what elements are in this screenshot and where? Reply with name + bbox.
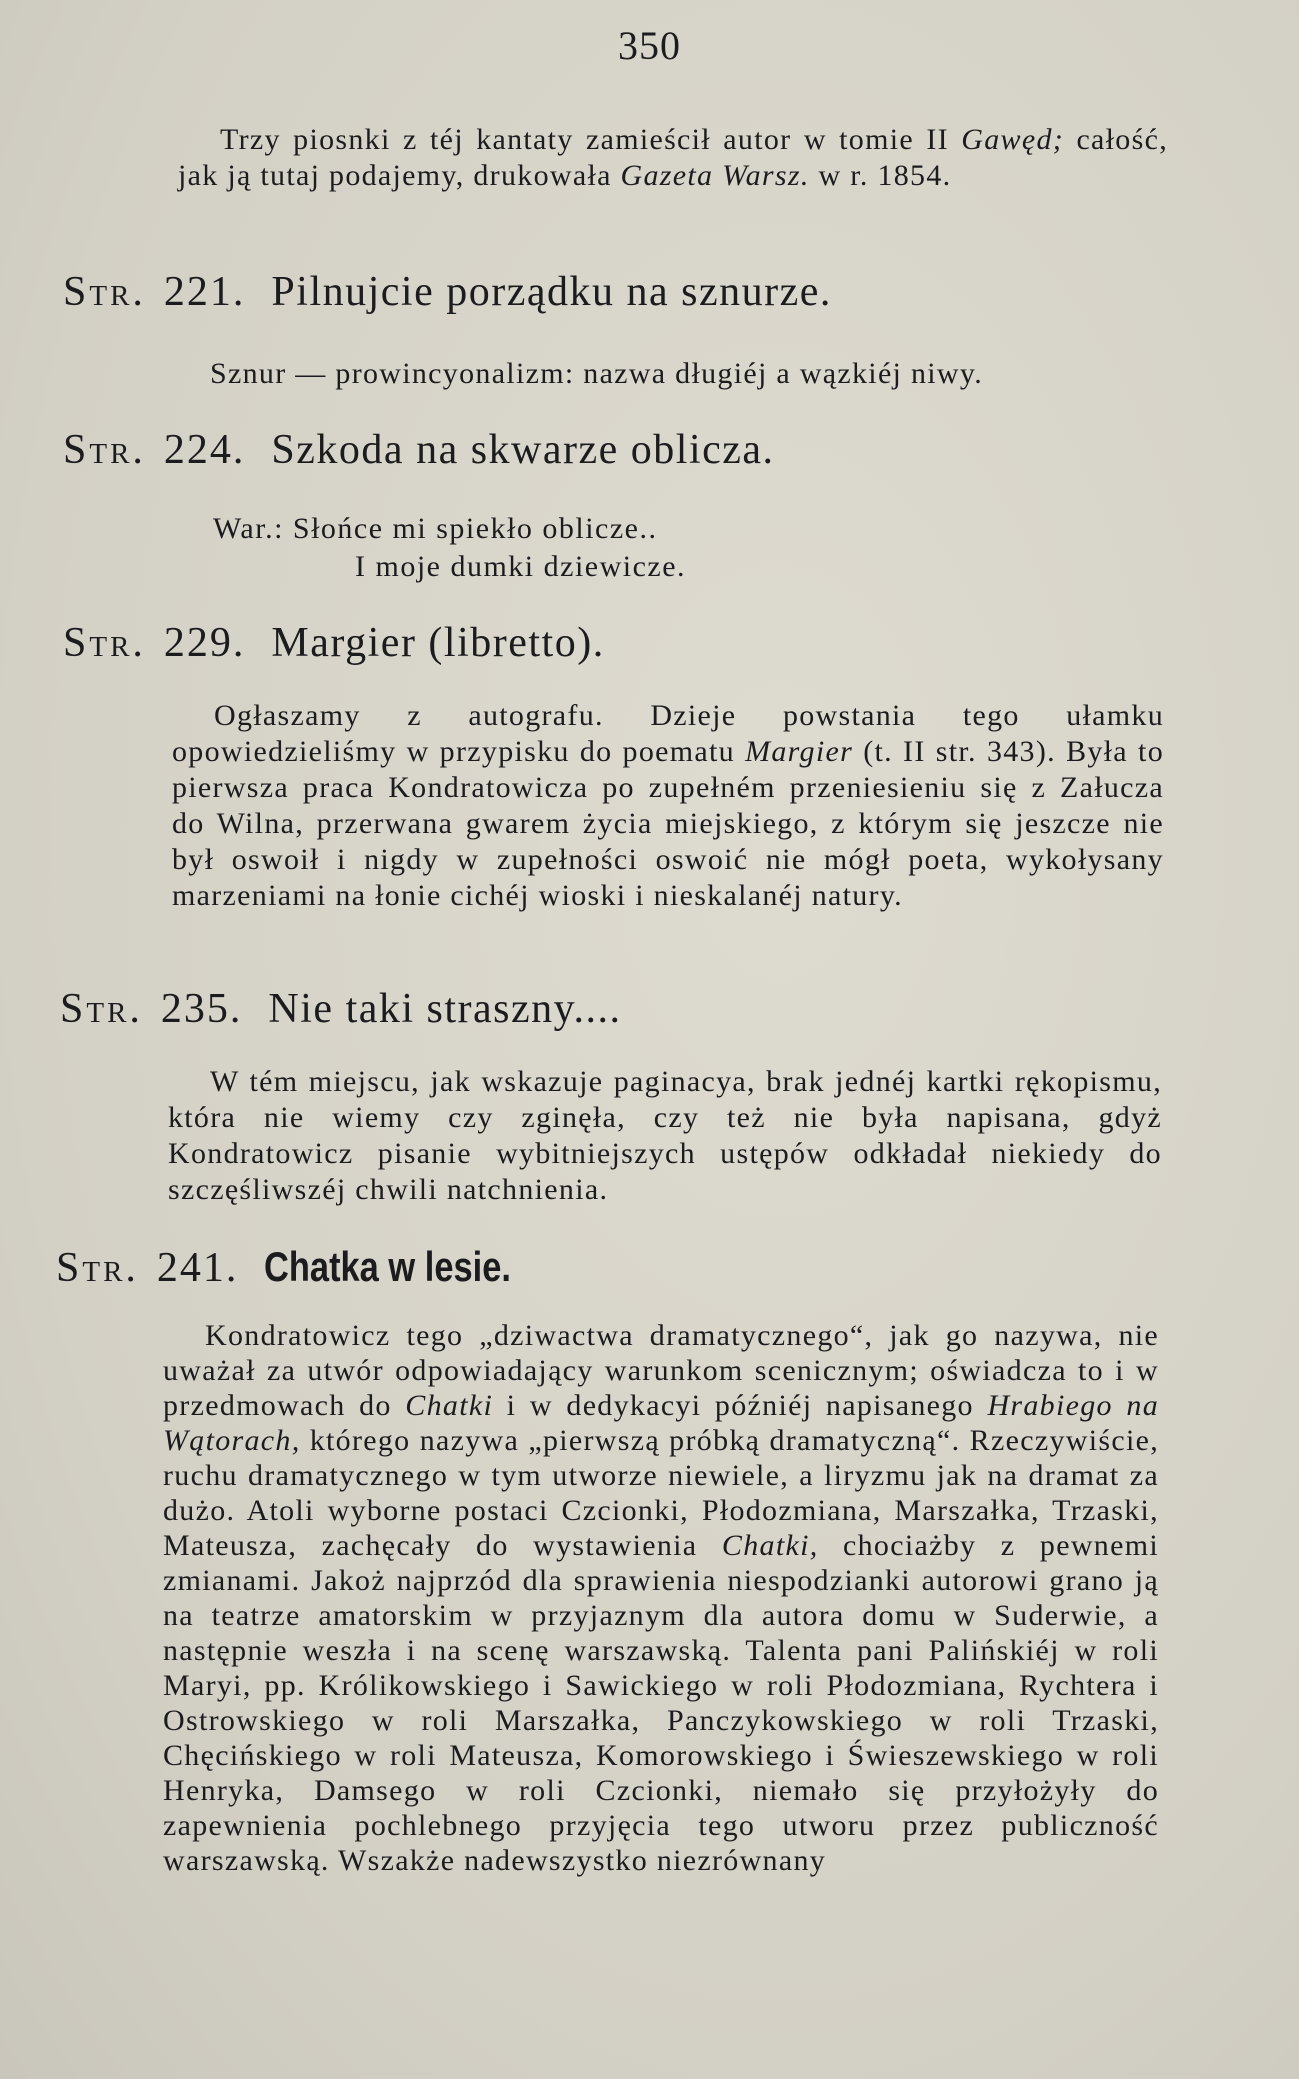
- section-number: 224.: [163, 427, 246, 473]
- section-label: Str.: [63, 269, 146, 315]
- section-label: Str.: [63, 427, 146, 473]
- note-221-text: Sznur — prowincyonalizm: nazwa długiéj a wązkiéj niwy.: [210, 357, 984, 390]
- note-224-line-2: I moje dumki dziewicze.: [355, 550, 687, 583]
- note-241-text-4: chociażby z pewnemi zmianami. Jakoż najprzód dla sprawienia niespodzianki autorowi grano ją na teatrze amatorskim w przyjaznym dla autora domu w Suderwie, a następnie weszła i na scenę warszawską. Talenta pani Palińskiéj w roli Maryi, pp. Królikowskiego i Sawickiego w roli Płodozmiana, Rychtera i Ostrowskiego w roli Marszałka, Panczykowskiego w roli Trzaski, Chęcińskiego w roli Mateusza, Komorowskiego i Świeszewskiego w roli Henryka, Damsego w roli Czcionki, niemało się przyłożyły do zapewnienia pochlebnego przyjęcia tego utworu przez publiczność warszawską. Wszakże nadewszystko niezrównany: [163, 1529, 1159, 1877]
- note-241: [163, 1318, 1159, 1878]
- note-229-italic-margier: Margier: [745, 735, 854, 768]
- note-241-italic-chatki-2: Chatki,: [721, 1529, 819, 1562]
- note-241-text-2: i w dedykacyi późniéj napisanego: [493, 1389, 988, 1422]
- section-label: Str.: [56, 1245, 139, 1291]
- note-235-text: W tém miejscu, jak wskazuje paginacya, brak jednéj kartki rękopismu, która nie wiemy czy zginęła, czy też nie była napisana, gdyż Kondratowicz pisanie wybitniejszych ustępów odkładał niekiedy do szczęśliwszéj chwili natchnienia.: [168, 1065, 1162, 1206]
- section-heading-229: [63, 619, 605, 667]
- section-title: Pilnujcie porządku na sznurze.: [271, 269, 832, 315]
- note-241-italic-hrabiego: Hrabiego na Wątorach,: [163, 1389, 1159, 1457]
- section-title: Margier (libretto).: [271, 620, 605, 666]
- intro-note: [178, 122, 1168, 194]
- section-label: Str.: [63, 620, 146, 666]
- section-number: 229.: [163, 620, 246, 666]
- section-heading-224: [63, 426, 775, 474]
- note-229-text: Ogłaszamy z autografu. Dzieje powstania tego ułamku opowiedzieliśmy w przypisku do poematu: [172, 699, 1164, 768]
- note-221: [210, 356, 1170, 392]
- section-heading-241: [56, 1243, 566, 1292]
- note-241-italic-chatki: Chatki: [405, 1389, 494, 1422]
- section-title: Chatka w lesie.: [264, 1243, 512, 1290]
- note-229-text-2: (t. II str. 343). Była to pierwsza praca Kondratowicza po zupełném przeniesieniu się z Załucza do Wilna, przerwana gwarem życia miejskiego, z którym się jeszcze nie był oswoił i nigdy w zupełności oswoić nie mógł poeta, wykołysany marzeniami na łonie cichéj wioski i nieskalanéj natury.: [172, 735, 1164, 912]
- intro-text-3: w r. 1854.: [809, 159, 952, 192]
- section-number: 235.: [160, 986, 243, 1032]
- intro-text: Trzy piosnki z téj kantaty zamieścił autor w tomie II: [220, 123, 962, 156]
- section-label: Str.: [60, 986, 143, 1032]
- intro-italic-gawed: Gawęd;: [961, 123, 1065, 156]
- intro-italic-gazeta: Gazeta Warsz.: [620, 159, 810, 192]
- note-241-text: Kondratowicz tego „dziwactwa dramatycznego“, jak go nazywa, nie uważał za utwór odpowiadający warunkom scenicznym; oświadcza to i w przedmowach do: [163, 1319, 1159, 1422]
- intro-text-2: całość, jak ją tutaj podajemy, drukowała: [178, 123, 1169, 192]
- note-241-text-3: którego nazywa „pierwszą próbką dramatyczną“. Rzeczywiście, ruchu dramatycznego w tym utworze niewiele, a liryzmu jak na dramat za dużo. Atoli wyborne postaci Czcionki, Płodozmiana, Marszałka, Trzaski, Mateusza, zachęcały do wystawienia: [163, 1424, 1159, 1562]
- section-title: Szkoda na skwarze oblicza.: [271, 427, 775, 473]
- page-number: 350: [618, 23, 681, 68]
- section-title: Nie taki straszny....: [268, 986, 622, 1032]
- note-229: [172, 698, 1164, 914]
- section-number: 241.: [156, 1245, 239, 1291]
- section-heading-235: [60, 985, 621, 1033]
- note-235: [168, 1064, 1162, 1208]
- section-heading-221: [63, 268, 832, 316]
- section-number: 221.: [163, 269, 246, 315]
- note-224-line-1: War.: Słońce mi spiekło oblicze..: [213, 512, 658, 545]
